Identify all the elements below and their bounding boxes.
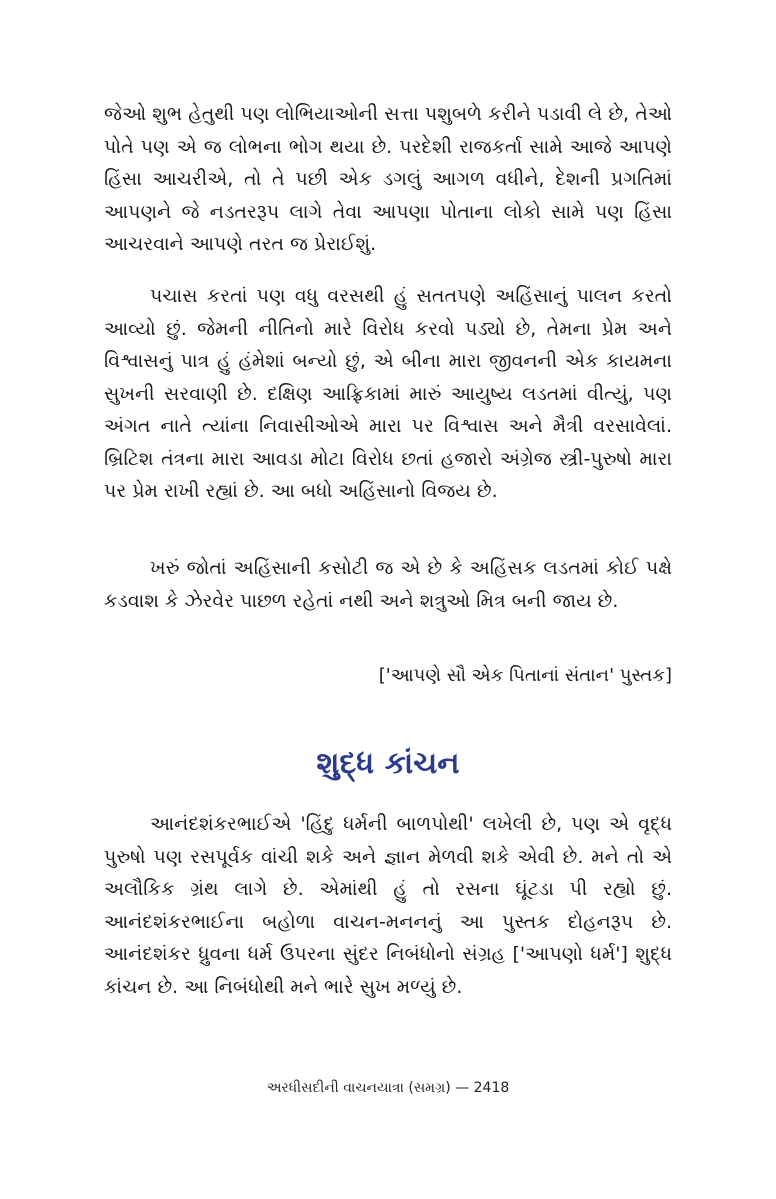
paragraph-1: જેઓ શુભ હેતુથી પણ લોભિયાઓની સત્તા પશુબળે કરીને પડાવી લે છે, તેઓ પોતે પણ એ જ લોભના ભોગ થયા છે. પરદેશી રાજકર્તા સામે આજે આપણે હિંસા આચરીએ, તો તે પછી એક ડગલું આગળ વધીને, દેશની પ્રગતિમાં આપણને જે નડતરરૂપ લાગે તેવા આપણા પોતાના લોકો સામે પણ હિંસા આચરવાને આપણે તરત જ પ્રેરાઈશું. <box>104 103 672 255</box>
section-heading: શુદ્ધ કાંચન <box>316 746 460 781</box>
paragraph-2: પચાસ કરતાં પણ વધુ વરસથી હું સતતપણે અહિંસાનું પાલન કરતો આવ્યો છું. જેમની નીતિનો મારે વિરોધ કરવો પડ્યો છે, તેમના પ્રેમ અને વિશ્વાસનું પાત્ર હું હંમેશાં બન્યો છું, એ બીના મારા જીવનની એક કાયમના સુખની સરવાણી છે. દક્ષિણ આફ્રિકામાં મારું આયુષ્ય લડતમાં વીત્યું, પણ અંગત નાતે ત્યાંના નિવાસીઓએ મારા પર વિશ્વાસ અને મૈત્રી વરસાવેલાં. બ્રિટિશ તંત્રના મારા આવડા મોટા વિરોધ છતાં હજારો અંગ્રેજ સ્ત્રી-પુરુષો મારા પર પ્રેમ રાખી રહ્યાં છે. આ બધો અહિંસાનો વિજય છે. <box>104 285 672 502</box>
source-citation: ['આપણે સૌ એક પિતાનાં સંતાન' પુસ્તક] <box>378 665 672 686</box>
paragraph-3: ખરું જોતાં અહિંસાની કસોટી જ એ છે કે અહિંસક લડતમાં કોઈ પક્ષે કડવાશ કે ઝેરવેર પાછળ રહેતાં નથી અને શત્રુઓ મિત્ર બની જાય છે. <box>104 557 672 612</box>
paragraph-after-heading: આનંદશંકરભાઈએ 'હિંદુ ધર્મની બાળપોથી' લખેલી છે, પણ એ વૃદ્ધ પુરુષો પણ રસપૂર્વક વાંચી શકે અને જ્ઞાન મેળવી શકે એવી છે. મને તો એ અલૌકિક ગ્રંથ લાગે છે. એમાંથી હું તો રસના ઘૂંટડા પી રહ્યો છું. આનંદશંકરભાઈના બહોળા વાચન-મનનનું આ પુસ્તક દોહનરૂપ છે. આનંદશંકર ધ્રુવના ધર્મ ઉપરના સુંદર નિબંધોનો સંગ્રહ ['આપણો ધર્મ'] શુદ્ધ કાંચન છે. આ નિબંધોથી મને ભારે સુખ મળ્યું છે. <box>104 813 672 998</box>
page-footer: અરધીસદીની વાચનયાત્રા (સમગ્ર) — 2418 <box>266 1080 510 1096</box>
